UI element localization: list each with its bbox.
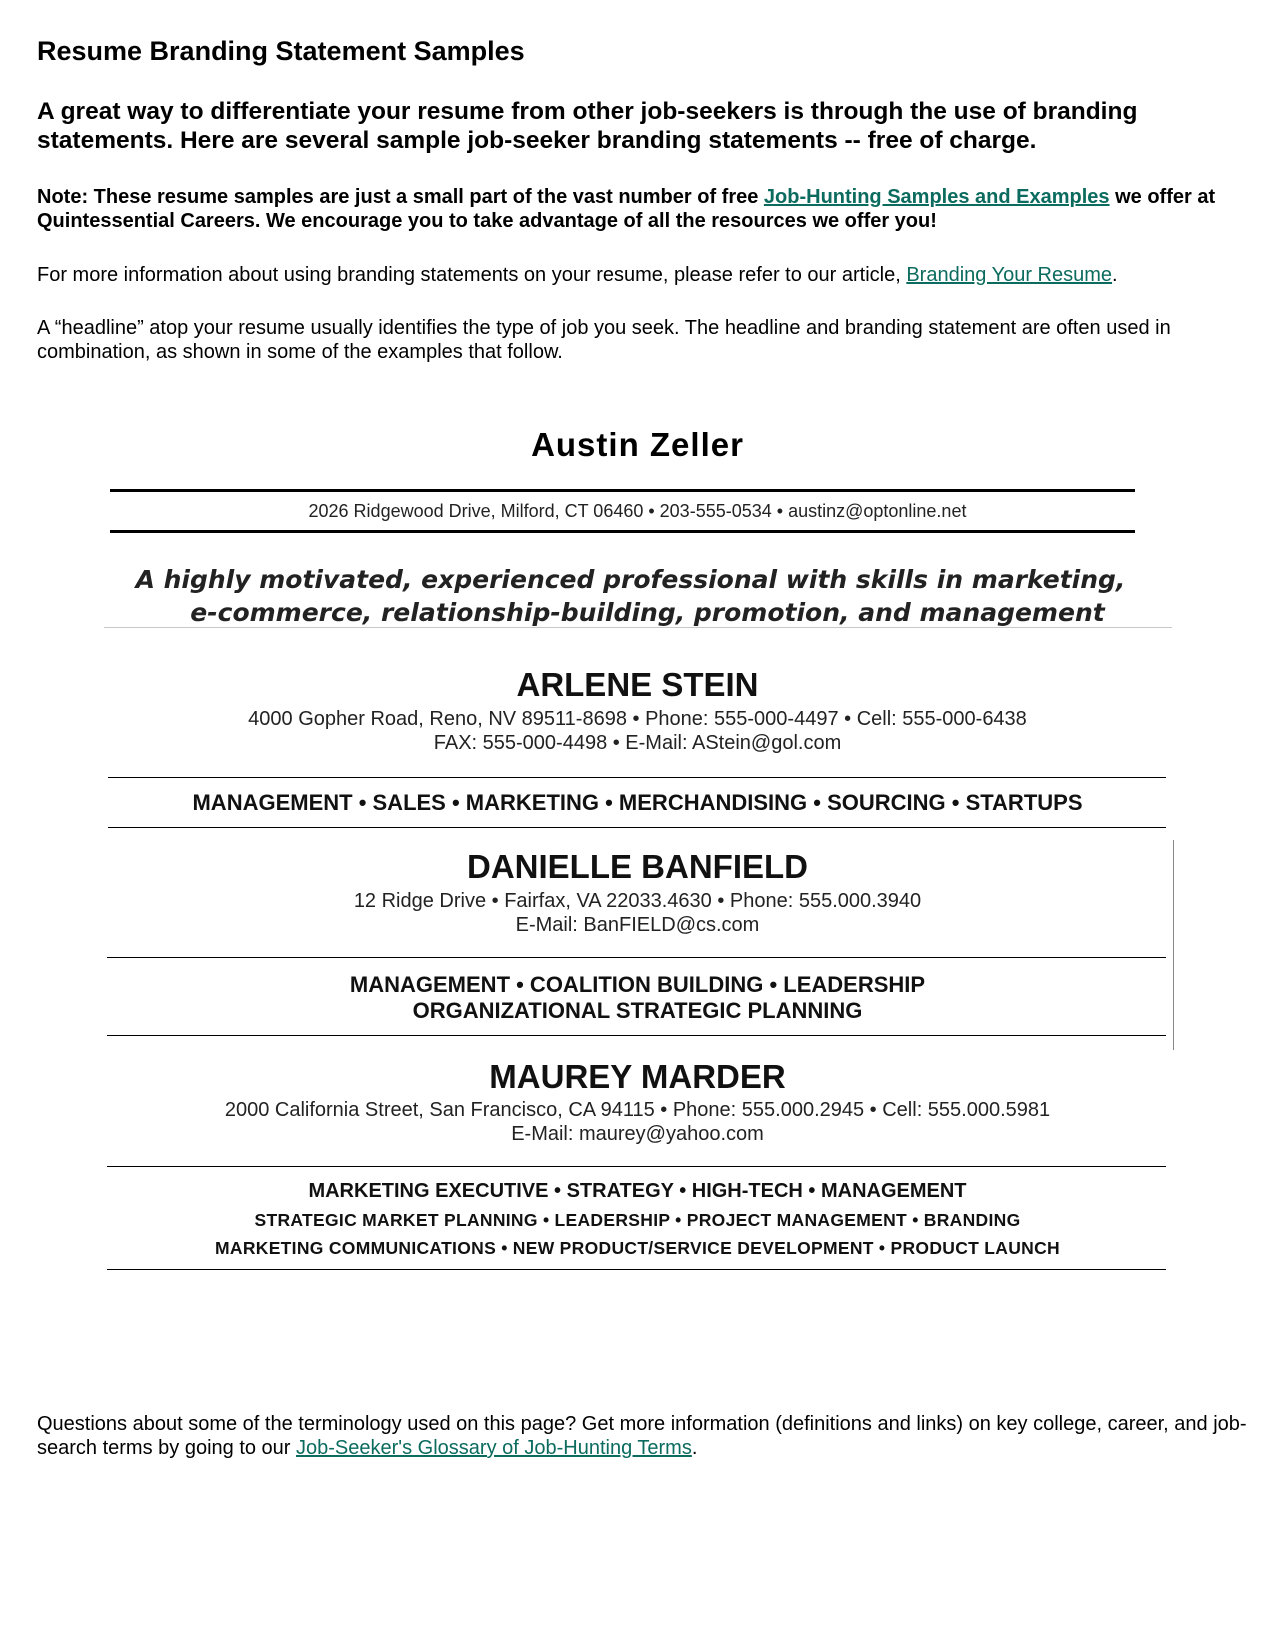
branding-your-resume-link[interactable]: Branding Your Resume xyxy=(906,264,1113,286)
glossary-link[interactable]: Job-Seeker's Glossary of Job-Hunting Terms xyxy=(296,1437,692,1459)
note-text-before: Note: These resume samples are just a small part of the vast number of free xyxy=(37,186,764,208)
more-info-text-after: . xyxy=(1112,264,1118,286)
questions-text-before: Questions about some of the terminology used on this page? Get more information (definitions and links) on key college, career, and job-search terms by going to our xyxy=(37,1413,1247,1459)
sample-contact: 2000 California Street, San Francisco, CA 94115 • Phone: 555.000.2945 • Cell: 555.000.5981 xyxy=(224,1099,1051,1121)
divider xyxy=(107,957,1166,958)
branding-statement xyxy=(0,563,1275,629)
sample-contact: E-Mail: maurey@yahoo.com xyxy=(511,1123,764,1145)
sample-contact: 2026 Ridgewood Drive, Milford, CT 06460 • 203-555-0534 • austinz@optonline.net xyxy=(308,501,967,521)
headline-keywords: STRATEGIC MARKET PLANNING • LEADERSHIP • PROJECT MANAGEMENT • BRANDING xyxy=(254,1210,1021,1230)
sample-contact: 12 Ridge Drive • Fairfax, VA 22033.4630 • Phone: 555.000.3940 xyxy=(353,890,922,912)
branding-line: e-commerce, relationship-building, promotion, and management xyxy=(190,598,1105,627)
headline-paragraph: A “headline” atop your resume usually identifies the type of job you seek. The headline and branding statement are often used in combination, as shown in some of the examples that follow. xyxy=(37,317,1171,363)
note-text-after: we offer at Quintessential Careers. We encourage you to take advantage of all the resources we offer you! xyxy=(37,186,1216,232)
sample-contact: 4000 Gopher Road, Reno, NV 89511-8698 • Phone: 555-000-4497 • Cell: 555-000-6438 xyxy=(248,708,1027,730)
sample-name: DANIELLE BANFIELD xyxy=(467,848,808,885)
divider xyxy=(108,777,1166,778)
more-info-text-before: For more information about using branding statements on your resume, please refer to our article, xyxy=(37,264,907,286)
intro-paragraph: A great way to differentiate your resume from other job-seekers is through the use of branding statements. Here are several sample job-seeker branding statements -- free of charge. xyxy=(37,98,1138,154)
divider xyxy=(110,489,1135,492)
job-hunting-samples-link[interactable]: Job-Hunting Samples and Examples xyxy=(763,186,1110,208)
headline-keywords: ORGANIZATIONAL STRATEGIC PLANNING xyxy=(412,998,863,1023)
divider xyxy=(107,1269,1166,1270)
sample-name: ARLENE STEIN xyxy=(516,666,759,703)
sample-contact: E-Mail: BanFIELD@cs.com xyxy=(515,914,760,936)
sample-contact: FAX: 555-000-4498 • E-Mail: AStein@gol.com xyxy=(433,732,842,754)
headline-keywords: MARKETING COMMUNICATIONS • NEW PRODUCT/SERVICE DEVELOPMENT • PRODUCT LAUNCH xyxy=(215,1238,1060,1258)
divider xyxy=(104,627,1172,628)
headline-keywords: MANAGEMENT • SALES • MARKETING • MERCHANDISING • SOURCING • STARTUPS xyxy=(192,790,1083,815)
questions-paragraph xyxy=(37,1412,1247,1460)
headline-keywords: MARKETING EXECUTIVE • STRATEGY • HIGH-TECH • MANAGEMENT xyxy=(308,1180,967,1202)
sample-name: MAUREY MARDER xyxy=(489,1058,786,1095)
more-info-paragraph xyxy=(37,263,1247,287)
headline-keywords: MANAGEMENT • COALITION BUILDING • LEADERSHIP xyxy=(349,972,926,997)
questions-text-after: . xyxy=(691,1437,698,1459)
divider xyxy=(107,1035,1166,1036)
page-title: Resume Branding Statement Samples xyxy=(37,36,525,66)
divider xyxy=(110,530,1135,533)
branding-line: A highly motivated, experienced professional with skills in marketing, xyxy=(135,565,1126,594)
vertical-divider xyxy=(1173,840,1174,1050)
divider xyxy=(107,1166,1166,1167)
note-paragraph xyxy=(37,185,1237,233)
sample-name: Austin Zeller xyxy=(531,426,744,463)
divider xyxy=(108,827,1166,828)
